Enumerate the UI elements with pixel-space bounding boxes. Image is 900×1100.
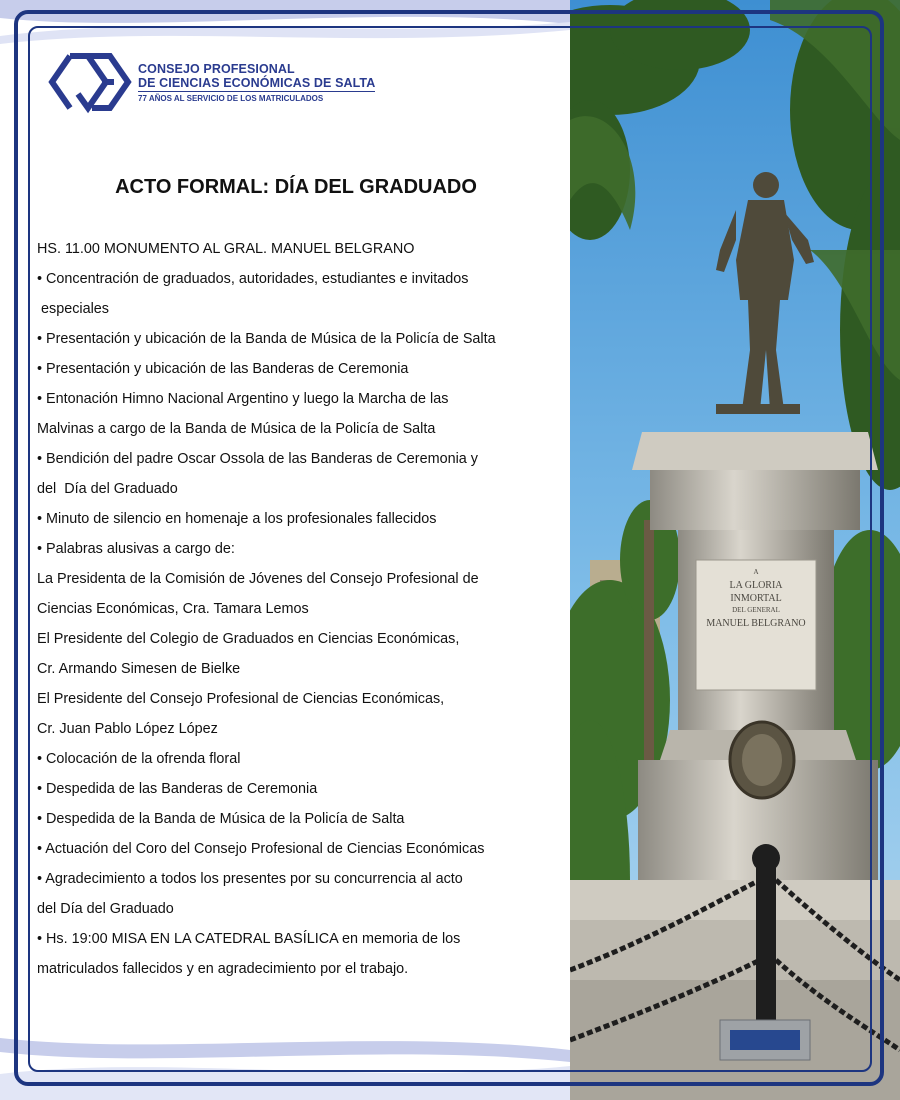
program-line: del Día del Graduado	[37, 481, 178, 497]
program-line: Malvinas a cargo de la Banda de Música de la Policía de Salta	[37, 421, 436, 437]
program-line: Cr. Armando Simesen de Bielke	[37, 661, 241, 677]
plaque-line-5: MANUEL BELGRANO	[706, 618, 806, 629]
org-logo	[48, 52, 375, 114]
program-line: • Palabras alusivas a cargo de:	[37, 541, 235, 557]
program-line: matriculados fallecidos y en agradecimiento por el trabajo.	[37, 961, 409, 977]
org-name-line-2: DE CIENCIAS ECONÓMICAS DE SALTA	[138, 76, 376, 90]
bottom-wave-decoration	[0, 1020, 570, 1100]
plaque-line-2: LA GLORIA	[729, 580, 783, 591]
program-line: • Presentación y ubicación de la Banda de Música de la Policía de Salta	[37, 331, 496, 347]
program-line: • Concentración de graduados, autoridades, estudiantes e invitados	[37, 271, 469, 287]
program-line: • Colocación de la ofrenda floral	[37, 751, 241, 767]
cpce-logo-icon	[48, 52, 134, 114]
program-line: • Hs. 19:00 MISA EN LA CATEDRAL BASÍLICA en memoria de los	[37, 931, 461, 947]
program-line: • Despedida de la Banda de Música de la Policía de Salta	[37, 811, 405, 827]
program-line: especiales	[37, 301, 109, 317]
program-line: • Agradecimiento a todos los presentes por su concurrencia al acto	[37, 871, 463, 887]
monument-photo	[570, 0, 900, 1100]
program-line: • Presentación y ubicación de las Banderas de Ceremonia	[37, 361, 409, 377]
program-line: Cr. Juan Pablo López López	[37, 721, 218, 737]
program-line: • Actuación del Coro del Consejo Profesional de Ciencias Económicas	[37, 841, 485, 857]
program-line: Ciencias Económicas, Cra. Tamara Lemos	[37, 601, 309, 617]
program-line: El Presidente del Colegio de Graduados en Ciencias Económicas,	[37, 631, 460, 647]
program-list	[37, 234, 567, 984]
org-name-line-1: CONSEJO PROFESIONAL	[138, 62, 295, 76]
program-line: La Presidenta de la Comisión de Jóvenes del Consejo Profesional de	[37, 571, 479, 587]
plaque-line-3: INMORTAL	[730, 593, 782, 604]
program-line: • Minuto de silencio en homenaje a los profesionales fallecidos	[37, 511, 437, 527]
program-line: • Bendición del padre Oscar Ossola de las Banderas de Ceremonia y	[37, 451, 478, 467]
plaque-line-4: DEL GENERAL	[732, 606, 780, 614]
program-line: • Entonación Himno Nacional Argentino y luego la Marcha de las	[37, 391, 449, 407]
org-tagline: 77 AÑOS AL SERVICIO DE LOS MATRICULADOS	[138, 94, 324, 103]
top-wave-decoration	[0, 0, 570, 60]
program-line: HS. 11.00 MONUMENTO AL GRAL. MANUEL BELGRANO	[37, 241, 415, 257]
page-title: ACTO FORMAL: DÍA DEL GRADUADO	[115, 176, 477, 198]
plaque-line-1: A	[753, 568, 759, 576]
program-line: del Día del Graduado	[37, 901, 174, 917]
program-line: • Despedida de las Banderas de Ceremonia	[37, 781, 318, 797]
program-line: El Presidente del Consejo Profesional de Ciencias Económicas,	[37, 691, 445, 707]
